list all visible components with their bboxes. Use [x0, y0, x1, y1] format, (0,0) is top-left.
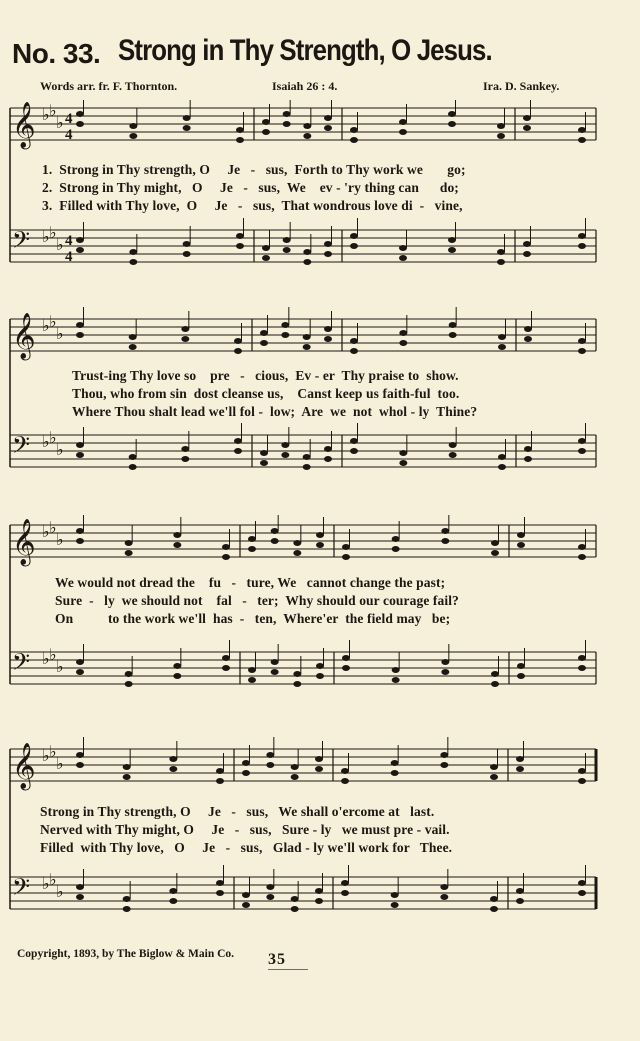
- note-head: [303, 249, 311, 255]
- note-head: [76, 752, 84, 758]
- note-head: [517, 673, 525, 679]
- note-head: [76, 442, 84, 448]
- note-head: [76, 237, 84, 243]
- time-signature: 4: [65, 111, 73, 127]
- note-head: [392, 546, 400, 552]
- note-head: [324, 336, 332, 342]
- note-head: [271, 669, 279, 675]
- note-head: [303, 133, 311, 139]
- note-head: [391, 770, 399, 776]
- flat-icon: ♭: [42, 522, 50, 541]
- note-head: [266, 894, 274, 900]
- note-head: [498, 454, 506, 460]
- note-head: [281, 452, 289, 458]
- note-head: [578, 880, 586, 886]
- flat-icon: ♭: [49, 312, 57, 331]
- flat-icon: ♭: [49, 223, 57, 242]
- note-head: [391, 902, 399, 908]
- note-head: [524, 446, 532, 452]
- note-head: [578, 338, 586, 344]
- flat-icon: ♭: [49, 428, 57, 447]
- note-head: [129, 133, 137, 139]
- note-head: [293, 550, 301, 556]
- note-head: [350, 438, 358, 444]
- note-head: [341, 778, 349, 784]
- time-signature: 4: [65, 127, 73, 143]
- note-head: [76, 659, 84, 665]
- note-head: [578, 127, 586, 133]
- lyric-verse-2: Sure - ly we should not fal - ter; Why should our courage fail?: [55, 593, 459, 608]
- note-head: [260, 330, 268, 336]
- note-head: [242, 760, 250, 766]
- note-head: [391, 892, 399, 898]
- note-head: [448, 121, 456, 127]
- note-head: [173, 663, 181, 669]
- note-head: [125, 540, 133, 546]
- note-head: [76, 452, 84, 458]
- bass-clef-icon: 𝄢: [12, 431, 31, 464]
- note-head: [491, 681, 499, 687]
- flat-icon: ♭: [56, 440, 64, 459]
- note-head: [578, 438, 586, 444]
- note-head: [173, 673, 181, 679]
- note-head: [392, 677, 400, 683]
- time-signature: 4: [65, 249, 73, 265]
- note-head: [260, 460, 268, 466]
- note-head: [271, 538, 279, 544]
- note-head: [76, 332, 84, 338]
- composer-credit: Ira. D. Sankey.: [483, 79, 560, 93]
- note-head: [324, 446, 332, 452]
- note-head: [578, 665, 586, 671]
- note-head: [222, 665, 230, 671]
- note-head: [448, 247, 456, 253]
- note-head: [448, 237, 456, 243]
- note-head: [517, 532, 525, 538]
- note-head: [248, 667, 256, 673]
- note-head: [315, 898, 323, 904]
- treble-clef-icon: 𝄞: [12, 313, 36, 359]
- note-head: [324, 125, 332, 131]
- lyric-verse-2: 2. Strong in Thy might, O Je - sus, We ev - 'ry thing can do;: [42, 180, 459, 195]
- flat-icon: ♭: [56, 324, 64, 343]
- note-head: [440, 884, 448, 890]
- note-head: [283, 237, 291, 243]
- note-head: [129, 464, 137, 470]
- flat-icon: ♭: [56, 754, 64, 773]
- note-head: [350, 233, 358, 239]
- note-head: [222, 655, 230, 661]
- note-head: [497, 133, 505, 139]
- note-head: [303, 344, 311, 350]
- note-head: [181, 336, 189, 342]
- note-head: [449, 452, 457, 458]
- note-head: [181, 446, 189, 452]
- note-head: [399, 119, 407, 125]
- note-head: [342, 655, 350, 661]
- music-system-4: [0, 735, 640, 940]
- note-head: [303, 454, 311, 460]
- note-head: [266, 752, 274, 758]
- note-head: [490, 906, 498, 912]
- note-head: [391, 760, 399, 766]
- music-system-2: [0, 305, 640, 495]
- note-head: [169, 898, 177, 904]
- note-head: [441, 669, 449, 675]
- note-head: [76, 121, 84, 127]
- note-head: [399, 330, 407, 336]
- note-head: [123, 896, 131, 902]
- note-head: [260, 450, 268, 456]
- copyright-notice: Copyright, 1893, by The Biglow & Main Co.: [17, 948, 235, 960]
- note-head: [129, 334, 137, 340]
- note-head: [578, 544, 586, 550]
- note-head: [123, 906, 131, 912]
- note-head: [578, 243, 586, 249]
- note-head: [236, 127, 244, 133]
- note-head: [248, 677, 256, 683]
- lyric-verse-3: On to the work we'll has - ten, Where'er the field may be;: [55, 611, 451, 626]
- bass-clef-icon: 𝄢: [12, 873, 31, 906]
- time-signature: 4: [65, 233, 73, 249]
- note-head: [315, 766, 323, 772]
- note-head: [76, 884, 84, 890]
- note-head: [260, 340, 268, 346]
- note-head: [324, 456, 332, 462]
- note-head: [316, 673, 324, 679]
- note-head: [516, 766, 524, 772]
- note-head: [281, 332, 289, 338]
- note-head: [491, 550, 499, 556]
- note-head: [271, 528, 279, 534]
- flat-icon: ♭: [49, 742, 57, 761]
- note-head: [350, 127, 358, 133]
- note-head: [449, 322, 457, 328]
- note-head: [183, 241, 191, 247]
- note-head: [234, 448, 242, 454]
- note-head: [266, 762, 274, 768]
- note-head: [578, 448, 586, 454]
- note-head: [183, 251, 191, 257]
- note-head: [242, 770, 250, 776]
- flat-icon: ♭: [49, 870, 57, 889]
- note-head: [578, 137, 586, 143]
- note-head: [234, 348, 242, 354]
- note-head: [342, 554, 350, 560]
- note-head: [324, 326, 332, 332]
- note-head: [271, 659, 279, 665]
- note-head: [234, 438, 242, 444]
- note-head: [341, 890, 349, 896]
- flat-icon: ♭: [49, 645, 57, 664]
- note-head: [399, 450, 407, 456]
- note-head: [173, 542, 181, 548]
- flat-icon: ♭: [49, 101, 57, 120]
- note-head: [236, 137, 244, 143]
- music-system-1: [0, 100, 640, 280]
- note-head: [523, 251, 531, 257]
- note-head: [516, 898, 524, 904]
- note-head: [236, 243, 244, 249]
- flat-icon: ♭: [56, 113, 64, 132]
- note-head: [316, 532, 324, 538]
- flat-icon: ♭: [56, 530, 64, 549]
- note-head: [440, 894, 448, 900]
- note-head: [316, 542, 324, 548]
- note-head: [169, 888, 177, 894]
- scripture-reference: Isaiah 26 : 4.: [272, 79, 338, 93]
- flat-icon: ♭: [49, 518, 57, 537]
- flat-icon: ♭: [42, 105, 50, 124]
- lyric-verse-3: 3. Filled with Thy love, O Je - sus, That wondrous love di - vine,: [42, 198, 463, 213]
- note-head: [578, 554, 586, 560]
- note-head: [248, 546, 256, 552]
- note-head: [516, 888, 524, 894]
- flat-icon: ♭: [42, 227, 50, 246]
- note-head: [262, 245, 270, 251]
- note-head: [578, 778, 586, 784]
- note-head: [293, 681, 301, 687]
- treble-clef-icon: 𝄞: [12, 743, 36, 789]
- note-head: [76, 669, 84, 675]
- note-head: [236, 233, 244, 239]
- note-head: [125, 681, 133, 687]
- note-head: [262, 255, 270, 261]
- note-head: [490, 774, 498, 780]
- note-head: [578, 768, 586, 774]
- note-head: [516, 756, 524, 762]
- note-head: [129, 249, 137, 255]
- hymn-title: Strong in Thy Strength, O Jesus.: [118, 34, 492, 67]
- note-head: [524, 336, 532, 342]
- note-head: [490, 896, 498, 902]
- note-head: [441, 538, 449, 544]
- lyric-verse-2: Nerved with Thy might, O Je - sus, Sure - ly we must pre - vail.: [40, 822, 450, 837]
- note-head: [315, 888, 323, 894]
- lyric-verse-1: Trust-ing Thy love so pre - cious, Ev - er Thy praise to show.: [72, 368, 459, 383]
- music-system-3: [0, 515, 640, 710]
- note-head: [498, 344, 506, 350]
- note-head: [517, 663, 525, 669]
- note-head: [303, 464, 311, 470]
- note-head: [262, 119, 270, 125]
- note-head: [169, 756, 177, 762]
- note-head: [129, 259, 137, 265]
- note-head: [578, 655, 586, 661]
- note-head: [399, 255, 407, 261]
- note-head: [76, 894, 84, 900]
- words-credit: Words arr. fr. F. Thornton.: [40, 79, 178, 93]
- note-head: [281, 322, 289, 328]
- note-head: [491, 671, 499, 677]
- note-head: [291, 764, 299, 770]
- note-head: [324, 115, 332, 121]
- note-head: [392, 667, 400, 673]
- flat-icon: ♭: [42, 649, 50, 668]
- note-head: [123, 774, 131, 780]
- note-head: [448, 111, 456, 117]
- note-head: [303, 334, 311, 340]
- note-head: [324, 241, 332, 247]
- lyric-verse-1: Strong in Thy strength, O Je - sus, We shall o'ercome at last.: [40, 804, 435, 819]
- note-head: [222, 544, 230, 550]
- note-head: [578, 890, 586, 896]
- note-head: [242, 892, 250, 898]
- note-head: [440, 762, 448, 768]
- page-number: 35: [268, 951, 286, 968]
- note-head: [578, 233, 586, 239]
- note-head: [342, 665, 350, 671]
- note-head: [216, 768, 224, 774]
- note-head: [350, 348, 358, 354]
- note-head: [497, 123, 505, 129]
- note-head: [123, 764, 131, 770]
- hymn-number: No. 33.: [12, 38, 101, 69]
- bass-clef-icon: 𝄢: [12, 226, 31, 259]
- note-head: [76, 111, 84, 117]
- note-head: [490, 764, 498, 770]
- note-head: [449, 332, 457, 338]
- treble-clef-icon: 𝄞: [12, 519, 36, 565]
- note-head: [303, 123, 311, 129]
- note-head: [342, 544, 350, 550]
- note-head: [578, 348, 586, 354]
- note-head: [293, 671, 301, 677]
- note-head: [523, 241, 531, 247]
- note-head: [76, 322, 84, 328]
- note-head: [181, 326, 189, 332]
- page-number-rule: [268, 969, 308, 970]
- note-head: [216, 778, 224, 784]
- flat-icon: ♭: [42, 874, 50, 893]
- note-head: [399, 340, 407, 346]
- note-head: [181, 456, 189, 462]
- lyric-verse-3: Where Thou shalt lead we'll fol - low; Are we not whol - ly Thine?: [72, 404, 478, 419]
- note-head: [183, 115, 191, 121]
- note-head: [76, 528, 84, 534]
- note-head: [441, 659, 449, 665]
- note-head: [392, 536, 400, 542]
- note-head: [291, 896, 299, 902]
- note-head: [524, 456, 532, 462]
- note-head: [248, 536, 256, 542]
- flat-icon: ♭: [56, 882, 64, 901]
- note-head: [350, 338, 358, 344]
- note-head: [283, 247, 291, 253]
- note-head: [216, 880, 224, 886]
- note-head: [283, 111, 291, 117]
- note-head: [262, 129, 270, 135]
- note-head: [129, 344, 137, 350]
- note-head: [291, 774, 299, 780]
- treble-clef-icon: 𝄞: [12, 102, 36, 148]
- note-head: [169, 766, 177, 772]
- note-head: [491, 540, 499, 546]
- lyric-verse-2: Thou, who from sin dost cleanse us, Canst keep us faith-ful too.: [72, 386, 460, 401]
- note-head: [234, 338, 242, 344]
- note-head: [440, 752, 448, 758]
- note-head: [281, 442, 289, 448]
- note-head: [498, 464, 506, 470]
- note-head: [350, 448, 358, 454]
- note-head: [129, 454, 137, 460]
- note-head: [125, 550, 133, 556]
- flat-icon: ♭: [42, 316, 50, 335]
- note-head: [291, 906, 299, 912]
- note-head: [399, 129, 407, 135]
- bass-clef-icon: 𝄢: [12, 648, 31, 681]
- note-head: [76, 762, 84, 768]
- flat-icon: ♭: [42, 432, 50, 451]
- note-head: [523, 125, 531, 131]
- note-head: [399, 460, 407, 466]
- note-head: [350, 243, 358, 249]
- note-head: [315, 756, 323, 762]
- note-head: [293, 540, 301, 546]
- note-head: [449, 442, 457, 448]
- note-head: [316, 663, 324, 669]
- note-head: [216, 890, 224, 896]
- note-head: [303, 259, 311, 265]
- lyric-verse-1: 1. Strong in Thy strength, O Je - sus, Forth to Thy work we go;: [42, 162, 466, 177]
- note-head: [125, 671, 133, 677]
- note-head: [523, 115, 531, 121]
- flat-icon: ♭: [56, 235, 64, 254]
- flat-icon: ♭: [42, 746, 50, 765]
- note-head: [76, 538, 84, 544]
- flat-icon: ♭: [56, 657, 64, 676]
- note-head: [498, 334, 506, 340]
- note-head: [524, 326, 532, 332]
- note-head: [399, 245, 407, 251]
- note-head: [183, 125, 191, 131]
- note-head: [324, 251, 332, 257]
- note-head: [441, 528, 449, 534]
- note-head: [76, 247, 84, 253]
- lyric-verse-1: We would not dread the fu - ture, We cannot change the past;: [55, 575, 446, 590]
- note-head: [341, 768, 349, 774]
- note-head: [129, 123, 137, 129]
- note-head: [283, 121, 291, 127]
- note-head: [497, 259, 505, 265]
- lyric-verse-3: Filled with Thy love, O Je - sus, Glad - ly we'll work for Thee.: [40, 840, 453, 855]
- note-head: [350, 137, 358, 143]
- note-head: [242, 902, 250, 908]
- note-head: [497, 249, 505, 255]
- note-head: [266, 884, 274, 890]
- note-head: [222, 554, 230, 560]
- note-head: [341, 880, 349, 886]
- note-head: [173, 532, 181, 538]
- note-head: [517, 542, 525, 548]
